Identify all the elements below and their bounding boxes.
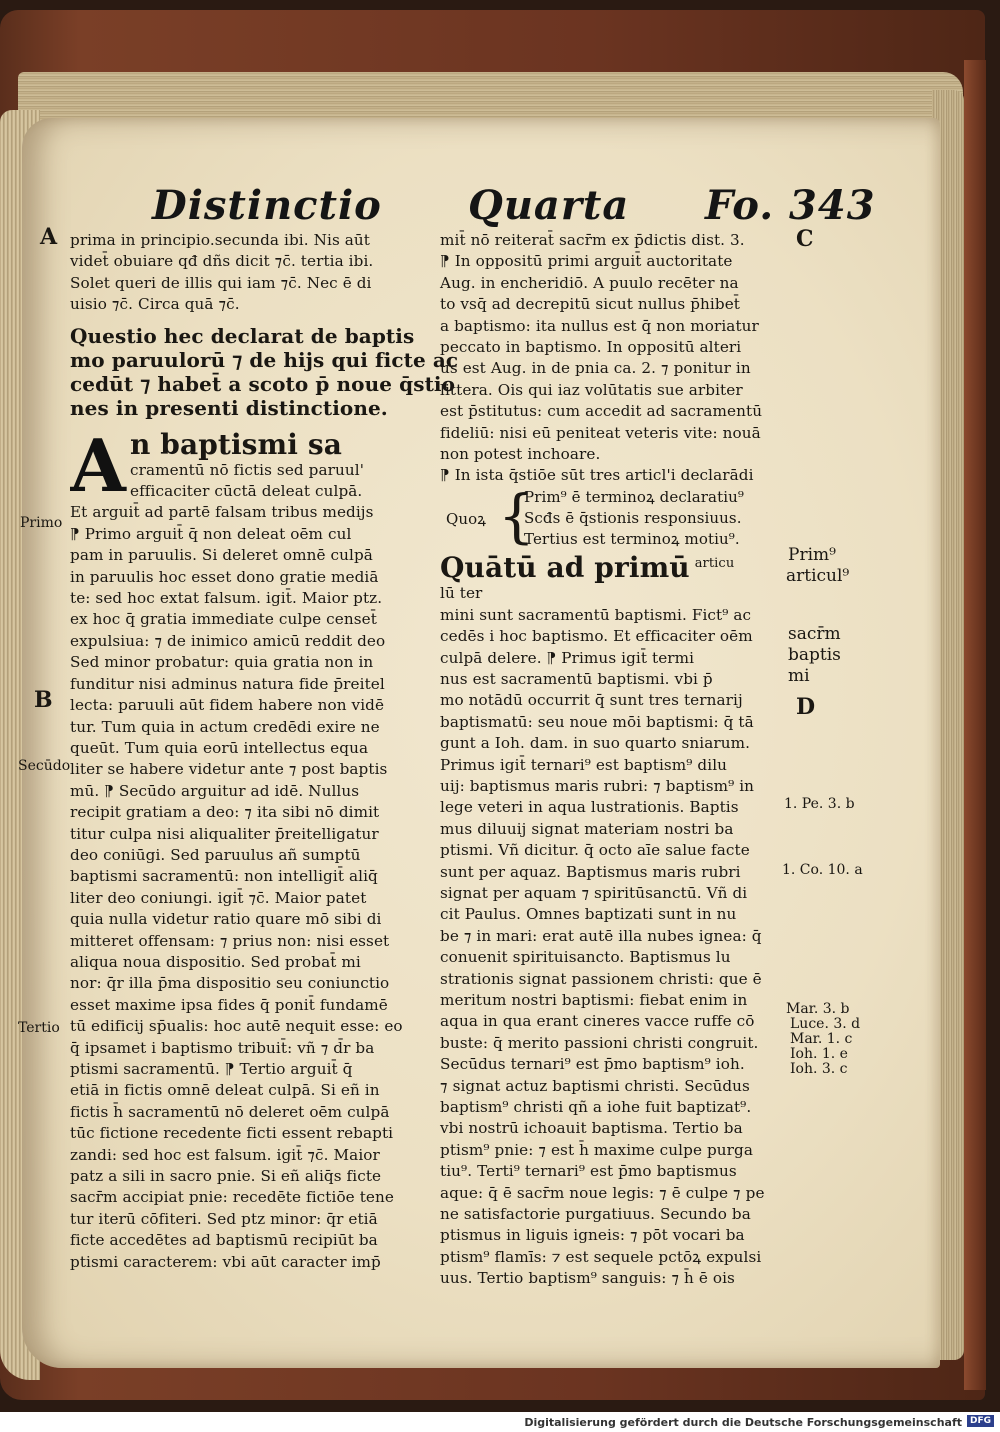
text-line: Aug. in encheridiō. A puulo recēter na <box>440 273 739 292</box>
text-line: ex hoc q̄ gratia immediate culpe censet̄ <box>70 610 377 629</box>
text-line: uus. Tertio baptism⁹ sanguis: ⁊ h̄ ē ois <box>440 1269 735 1288</box>
text-line: te: sed hoc extat falsum. igit̄. Maior ptz. <box>70 589 383 608</box>
dfg-logo: DFG <box>967 1415 994 1427</box>
text-line: littera. Ois qui iaz volūtatis sue arbiter <box>440 380 743 399</box>
opening-line: efficaciter cūctā deleat culpā. <box>130 482 363 501</box>
text-line: signat per aquam ⁊ spiritūsanctū. Vñ di <box>440 883 748 902</box>
text-line: fideliū: nisi eū peniteat veteris vite: nouā <box>440 423 761 442</box>
text-line: liter se habere videtur ante ⁊ post baptis <box>70 760 388 779</box>
text-line: quia nulla videtur ratio quare mō sibi di <box>70 910 382 929</box>
text-line: uisio ⁊c̄. Circa quā ⁊c̄. <box>70 295 240 314</box>
brace-item: Prim⁹ ē terminoꝝ declaratiu⁹ <box>524 487 744 506</box>
text-line: non potest inchoare. <box>440 445 601 464</box>
text-line: q̄ ipsamet i baptismo tribuit̄: vñ ⁊ d̄r ba <box>70 1038 375 1057</box>
opening-paragraph <box>70 430 430 503</box>
text-line: recipit gratiam a deo: ⁊ ita sibi nō dimit <box>70 803 380 822</box>
margin-articul: articul⁹ <box>786 566 850 586</box>
text-line: ne satisfactorie purgatiuus. Secundo ba <box>440 1205 751 1224</box>
margin-ref: Ioh. 3. c <box>790 1061 848 1077</box>
text-line: ⁋ Primo arguit̄ q̄ non deleat oēm cul <box>70 524 352 543</box>
text-line: to vsq̄ ad decrepitū sicut nullus p̄hibet̄ <box>440 295 740 314</box>
brace-items <box>524 487 744 550</box>
running-head-left: Distinctio <box>152 182 382 229</box>
text-line: titur culpa nisi aliqualiter p̄reitelligatur <box>70 824 379 843</box>
text-line: deo coniūgi. Sed paruulus añ sumptū <box>70 845 361 864</box>
text-line: sunt per aquaz. Baptismus maris rubri <box>440 862 741 881</box>
text-line: ⁊ signat actuz baptismi christi. Secūdus <box>440 1076 750 1095</box>
text-line: aliqua noua dispositio. Sed probat̄ mi <box>70 952 361 971</box>
question-line: Questio hec declarat de baptis <box>70 323 415 348</box>
text-line: lū ter <box>440 584 483 603</box>
text-line: vbi nostrū ichoauit baptisma. Tertio ba <box>440 1119 743 1138</box>
text-line: lecta: paruuli aūt fidem habere non vidē <box>70 696 385 715</box>
text-line: tur. Tum quia in actum credēdi exire ne <box>70 717 380 736</box>
text-line: Et arguit̄ ad partē falsam tribus medijs <box>70 503 374 522</box>
text-line: prima in principio.secunda ibi. Nis aūt <box>70 231 371 249</box>
article-heading-line <box>440 550 785 584</box>
intro-block <box>70 230 430 316</box>
text-line: nor: q̄r illa p̄ma dispositio seu coniunctio <box>70 974 390 993</box>
brace-glyph: { <box>498 481 536 550</box>
body-text-a <box>440 230 785 487</box>
body-text-b <box>440 583 785 1289</box>
question-line: mo paruulorū ⁊ de hijs qui ficte ac <box>70 347 459 372</box>
text-line: ptismi sacramentū. ⁋ Tertio arguit̄ q̄ <box>70 1060 353 1078</box>
cover-edge <box>964 60 986 1390</box>
text-line: peccato in baptismo. In oppositū alteri <box>440 338 742 357</box>
text-line: uij: baptismus maris rubri: ⁊ baptism⁹ in <box>440 776 755 795</box>
footer <box>0 1412 1000 1432</box>
margin-ref: Mar. 1. c <box>790 1031 853 1047</box>
text-line: strationis signat passionem christi: que ē <box>440 969 762 988</box>
text-line: liter deo coniungi. igit̄ ⁊c̄. Maior patet <box>70 888 367 907</box>
text-line: meritum nostri baptismi: fiebat enim in <box>440 991 748 1009</box>
text-line: ⁋ In oppositū primi arguit̄ auctoritate <box>440 252 733 271</box>
text-line: queūt. Tum quia eorū intellectus equa <box>70 738 369 757</box>
running-head-middle: Quarta <box>468 182 630 229</box>
text-line: culpā delere. ⁋ Primus igit̄ termi <box>440 648 695 667</box>
text-line: Solet queri de illis qui iam ⁊c̄. Nec ē di <box>70 273 372 292</box>
text-line: baptismi sacramentū: non intelligit̄ aliq̄ <box>70 867 378 886</box>
question-line: cedūt ⁊ habet̄ a scoto p̄ noue q̄stio <box>70 371 456 396</box>
footer-text: Digitalisierung gefördert durch die Deutsche Forschungsgemeinschaft <box>524 1416 962 1429</box>
text-line: baptismatū: seu noue mōi baptismi: q̄ tā <box>440 712 754 731</box>
article-heading-small: articu <box>694 555 735 571</box>
text-line: buste: q̄ merito passioni christi congruit. <box>440 1033 759 1052</box>
opening-line: cramentū nō fictis sed paruul' <box>130 460 364 479</box>
text-line: mū. ⁋ Secūdo arguitur ad idē. Nullus <box>70 781 360 800</box>
text-line: funditur nisi adminus natura fide p̄reitel <box>70 674 385 693</box>
text-line: mus diluuij signat materiam nostri ba <box>440 819 734 838</box>
margin-secundo: Secūdo <box>18 758 71 774</box>
text-line: mit̄ nō reiterat̄ sacr̄m ex p̄dictis dist. 3. <box>440 231 745 249</box>
text-line: ptismus in liguis igneis: ⁊ pōt vocari ba <box>440 1226 745 1245</box>
text-line: Secūdus ternari⁹ est p̄mo baptism⁹ ioh. <box>440 1055 745 1074</box>
text-line: Primus igit̄ ternari⁹ est baptism⁹ dilu <box>440 755 728 774</box>
text-line: patz a sili in sacro pnie. Si eñ aliq̄s ficte <box>70 1167 382 1186</box>
text-line: ptism⁹ flamīs: ⁊ est sequele pctōꝝ expulsi <box>440 1247 762 1266</box>
margin-ref: Ioh. 1. e <box>790 1046 848 1062</box>
decorated-initial: A <box>70 429 126 503</box>
margin-tertio: Tertio <box>18 1020 60 1036</box>
text-line: gunt a Ioh. dam. in suo quarto sniarum. <box>440 734 751 753</box>
margin-sacrm: sacr̄m <box>788 624 841 644</box>
question-block <box>70 323 459 420</box>
text-line: tū edificij sp̄ualis: hoc autē nequit esse: eo <box>70 1017 403 1036</box>
text-line: ficte accedētes ad baptismū recipiūt ba <box>70 1231 378 1250</box>
margin-ref: Mar. 3. b <box>786 1001 850 1017</box>
text-line: in paruulis hoc esset dono gratie mediā <box>70 567 379 586</box>
margin-letter-c: C <box>796 226 814 252</box>
margin-primo: Primo <box>20 515 63 531</box>
margin-ref: 1. Co. 10. a <box>782 862 863 878</box>
text-line: etiā in fictis omnē deleat culpā. Si eñ in <box>70 1081 380 1100</box>
text-line: be ⁊ in mari: erat autē illa nubes ignea: q̄ <box>440 926 762 945</box>
text-line: zandi: sed hoc est falsum. igit̄ ⁊c̄. Maior <box>70 1145 380 1164</box>
brace-label: Quoꝝ <box>446 509 487 528</box>
text-line: nus est sacramentū baptismi. vbi p̄ <box>440 669 713 688</box>
text-line: cedēs i hoc baptismo. Et efficaciter oēm <box>440 627 753 646</box>
text-line: us est Aug. in de pnia ca. 2. ⁊ ponitur in <box>440 359 751 378</box>
margin-mi: mi <box>788 666 810 686</box>
text-line: aqua in qua erant cineres vacce ruffe cō <box>440 1012 755 1031</box>
text-line: videt̄ obuiare qđ dñs dicit ⁊c̄. tertia ibi. <box>70 252 374 271</box>
text-line: mini sunt sacramentū baptismi. Fict⁹ ac <box>440 605 752 624</box>
text-line: Sed minor probatur: quia gratia non in <box>70 653 374 672</box>
text-line: tiu⁹. Terti⁹ ternari⁹ est p̄mo baptismus <box>440 1162 737 1181</box>
text-line: ptismi caracterem: vbi aūt caracter imp̄ <box>70 1252 381 1271</box>
margin-prim: Prim⁹ <box>788 545 836 565</box>
text-line: baptism⁹ christi qñ a iohe fuit baptizat⁹. <box>440 1098 752 1117</box>
margin-letter-b: B <box>34 687 53 713</box>
text-line: expulsiua: ⁊ de inimico amicū reddit deo <box>70 631 386 650</box>
question-line: nes in presenti distinctione. <box>70 395 388 420</box>
margin-ref: 1. Pe. 3. b <box>784 796 855 812</box>
body-text <box>70 502 430 1273</box>
text-line: conuenit spirituisancto. Baptismus lu <box>440 948 731 967</box>
right-column <box>440 230 785 1290</box>
text-line: mitteret offensam: ⁊ prius non: nisi esset <box>70 931 390 950</box>
text-line: tur iterū cōfiteri. Sed ptz minor: q̄r etiā <box>70 1209 378 1228</box>
text-line: ptismi. Vñ dicitur. q̄ octo aīe salue facte <box>440 841 750 860</box>
margin-letter-d: D <box>796 694 816 720</box>
text-line: fictis h̄ sacramentū nō deleret oēm culpā <box>70 1102 390 1121</box>
text-line: aque: q̄ ē sacr̄m noue legis: ⁊ ē culpe ⁊ pe <box>440 1183 765 1202</box>
text-line: cit Paulus. Omnes baptizati sunt in nu <box>440 905 737 924</box>
article-heading: Quātū ad primū <box>440 550 690 584</box>
text-line: esset maxime ipsa fides q̄ ponit̄ fundamē <box>70 995 388 1014</box>
articles-brace <box>440 481 785 553</box>
text-line: ptism⁹ pnie: ⁊ est h̄ maxime culpe purga <box>440 1140 754 1159</box>
margin-ref: Luce. 3. d <box>790 1016 861 1032</box>
text-line: pam in paruulis. Si deleret omnē culpā <box>70 546 373 565</box>
brace-item: Tertius est terminoꝝ motiu⁹. <box>524 529 740 548</box>
text-line: mo notādū occurrit q̄ sunt tres ternarij <box>440 691 743 710</box>
text-line: sacr̄m accipiat pnie: recedēte fictiōe tene <box>70 1188 394 1207</box>
opening-line-large: n baptismi sa <box>130 429 342 461</box>
left-column <box>70 230 459 1273</box>
text-line: tūc fictione recedente ficti essent rebapti <box>70 1124 394 1143</box>
margin-baptis: baptis <box>788 645 841 665</box>
text-line: ⁋ In ista q̄stiōe sūt tres articl'i declarādi <box>440 466 754 485</box>
margin-letter-a: A <box>40 224 58 250</box>
text-line: est p̄stitutus: cum accedit ad sacramentū <box>440 402 763 421</box>
folio-number: Fo. 343 <box>705 182 876 229</box>
brace-item: Scđs ē q̄stionis responsiuus. <box>524 508 742 527</box>
text-line: lege veteri in aqua lustrationis. Baptis <box>440 798 739 817</box>
text-line: a baptismo: ita nullus est q̄ non moriatur <box>440 316 759 335</box>
